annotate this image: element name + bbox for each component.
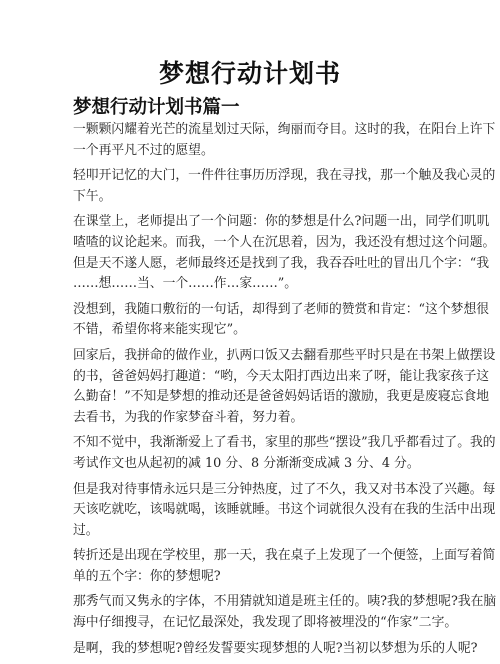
document-title: 梦想行动计划书 [158, 59, 341, 88]
body-paragraph [73, 120, 496, 161]
paragraph-line: 过。 [73, 522, 99, 538]
paragraph-line: 么勤奋！”不知是梦想的推动还是爸爸妈妈话语的激励，我更是废寝忘食地 [73, 389, 490, 405]
paragraph-line: 天该吃就吃，该喝就喝，该睡就睡。书这个词就很久没有在我的生活中出现 [73, 502, 496, 518]
paragraph-line: ……想……当、一个……作…家……”。 [73, 276, 298, 292]
paragraph-line: 去看书，为我的作家梦奋斗着，努力着。 [73, 409, 304, 425]
body-paragraph [73, 546, 496, 587]
paragraph-line: 是啊，我的梦想呢?曾经发誓要实现梦想的人呢?当初以梦想为乐的人呢? [73, 640, 478, 656]
paragraph-line: 一个再平凡不过的愿望。 [73, 142, 214, 158]
body-paragraph [73, 300, 490, 341]
body-paragraph [73, 480, 496, 542]
paragraph-line: 转折还是出现在学校里，那一天，我在桌子上发现了一个便签，上面写着简 [73, 548, 496, 564]
body-paragraph [73, 212, 496, 294]
paragraph-line: 轻叩开记忆的大门，一件件往事历历浮现，我在寻找，那一个触及我心灵的 [73, 168, 496, 184]
paragraph-line: 单的五个字：你的梦想呢? [73, 568, 221, 584]
body-paragraph [73, 166, 496, 207]
paragraph-line: 的书，爸爸妈妈打趣道：“哟，今天太阳打西边出来了呀，能让我家孩子这 [73, 368, 490, 384]
paragraph-line: 海中仔细搜寻，在记忆最深处，我发现了即将被埋没的“作家”二字。 [73, 615, 458, 631]
paragraph-line: 考试作文也从起初的减 10 分、8 分渐渐变成减 3 分、4 分。 [73, 455, 420, 471]
paragraph-line: 下午。 [73, 188, 112, 204]
paragraph-line: 不错，希望你将来能实现它”。 [73, 322, 246, 338]
paragraph-line: 一颗颗闪耀着光芒的流星划过天际，绚丽而夺目。这时的我，在阳台上许下 [73, 122, 496, 137]
paragraph-line: 但是天不遂人愿，老师最终还是找到了我，我吞吞吐吐的冒出几个字：“我 [73, 255, 490, 271]
paragraph-line: 没想到，我随口敷衍的一句话，却得到了老师的赞赏和肯定：“这个梦想很 [73, 301, 490, 317]
paragraph-line: 回家后，我拼命的做作业，扒两口饭又去翻看那些平时只是在书架上做摆设 [73, 347, 496, 363]
paragraph-line: 喳喳的议论起来。而我，一个人在沉思着，因为，我还没有想过这个问题。 [73, 234, 496, 250]
body-paragraph [73, 592, 497, 633]
body-paragraph [73, 346, 496, 428]
paragraph-line: 不知不觉中，我渐渐爱上了看书，家里的那些“摆设”我几乎都看过了。我的 [73, 435, 496, 451]
section-heading: 梦想行动计划书篇一 [73, 97, 240, 118]
document-body [73, 120, 497, 664]
paragraph-line: 那秀气而又隽永的字体，不用猜就知道是班主任的。咦?我的梦想呢?我在脑 [73, 594, 497, 610]
paragraph-line: 但是我对待事情永远只是三分钟热度，过了不久，我又对书本没了兴趣。每 [73, 481, 496, 497]
body-paragraph [73, 639, 478, 660]
paragraph-line: 在课堂上，老师提出了一个问题：你的梦想是什么?问题一出，同学们叽叽 [73, 214, 490, 230]
body-paragraph [73, 433, 496, 474]
